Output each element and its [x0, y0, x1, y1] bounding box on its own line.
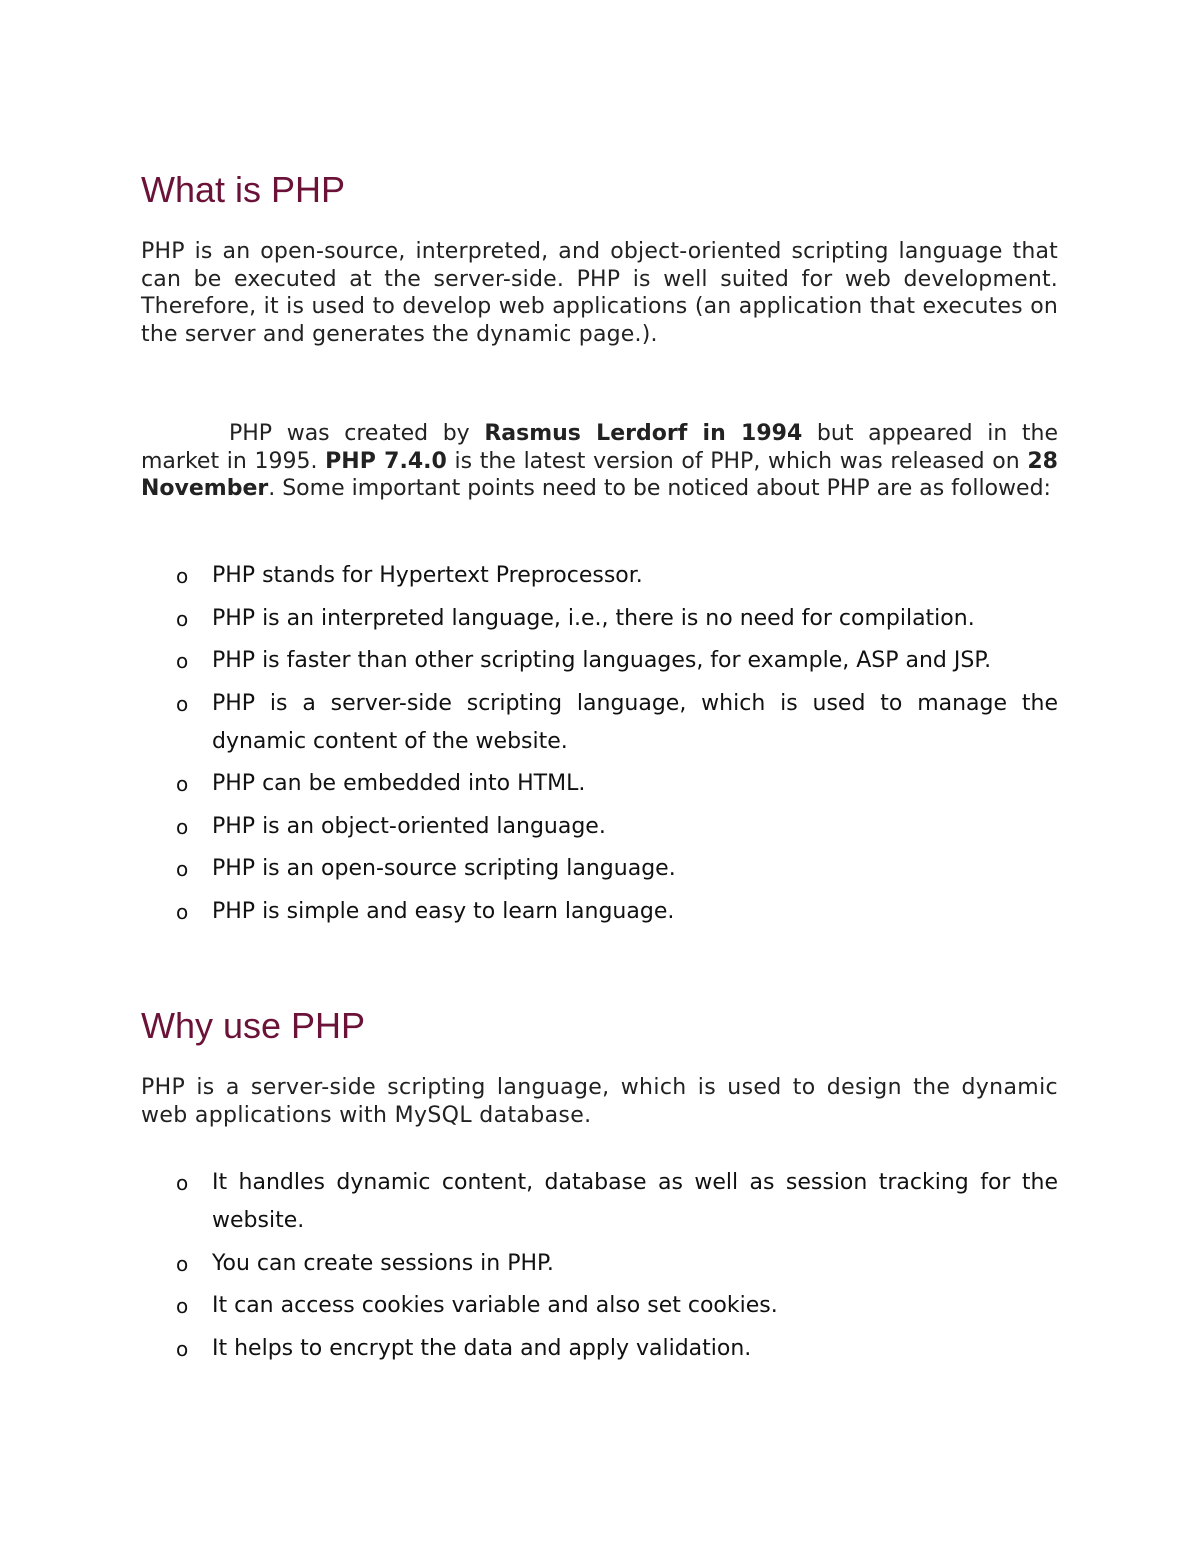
list-item-text: PHP is an open-source scripting language. [212, 856, 676, 881]
list-item [141, 1245, 1058, 1283]
hollow-circle-bullet-icon: o [176, 606, 189, 631]
list-item-text: PHP is a server-side scripting language, which is used to manage the dynamic content of the website. [212, 690, 1058, 754]
hollow-circle-bullet-icon: o [176, 814, 189, 839]
list-item [141, 1164, 1058, 1240]
list-item-text: PHP is faster than other scripting languages, for example, ASP and JSP. [212, 648, 992, 673]
history-text-4: . Some important points need to be noticed about PHP are as followed: [268, 476, 1051, 501]
hollow-circle-bullet-icon: o [176, 1251, 189, 1276]
list-item [141, 600, 1058, 638]
list-item [141, 1330, 1058, 1368]
history-text-1: PHP was created by [229, 421, 485, 446]
list-item [141, 685, 1058, 761]
list-item [141, 1287, 1058, 1325]
list-item [141, 765, 1058, 803]
list-item [141, 850, 1058, 888]
history-bold-version: PHP 7.4.0 [325, 448, 447, 474]
list-item [141, 893, 1058, 931]
hollow-circle-bullet-icon: o [176, 899, 189, 924]
hollow-circle-bullet-icon: o [176, 1294, 189, 1318]
hollow-circle-bullet-icon: o [176, 857, 189, 881]
hollow-circle-bullet-icon: o [176, 691, 189, 716]
history-text-2: but appeared in the market in 1995. [141, 421, 1059, 474]
php-uses-list [141, 1164, 1058, 1372]
hollow-circle-bullet-icon: o [176, 649, 189, 673]
list-item-text: PHP is an interpreted language, i.e., there is no need for compilation. [212, 605, 975, 631]
hollow-circle-bullet-icon: o [176, 1171, 189, 1195]
history-paragraph [141, 420, 1058, 503]
list-item-text: PHP is an object-oriented language. [212, 813, 606, 839]
list-item-text: It can access cookies variable and also set cookies. [212, 1293, 778, 1318]
list-item-text: You can create sessions in PHP. [212, 1250, 554, 1276]
list-item-text: It handles dynamic content, database as well as session tracking for the website. [212, 1170, 1058, 1233]
history-text-3: is the latest version of PHP, which was released on [446, 448, 1028, 474]
list-item [141, 557, 1058, 595]
list-item [141, 642, 1058, 680]
intro-paragraph: PHP is an open-source, interpreted, and object-oriented scripting language that can be executed at the server-side. PHP is well suited for web development. Therefore, it is used to develop web applications (an application that executes on the server and generates the dynamic page.). [141, 239, 1058, 347]
hollow-circle-bullet-icon: o [176, 1336, 189, 1361]
list-item-text: PHP stands for Hypertext Preprocessor. [212, 563, 643, 588]
hollow-circle-bullet-icon: o [176, 564, 189, 588]
hollow-circle-bullet-icon: o [176, 772, 189, 796]
list-item-text: PHP can be embedded into HTML. [212, 771, 586, 796]
history-bold-date: 28 November [141, 448, 1058, 501]
list-item [141, 808, 1058, 846]
history-bold-creator: Rasmus Lerdorf in 1994 [484, 421, 803, 446]
list-item-text: It helps to encrypt the data and apply validation. [212, 1335, 752, 1361]
section-heading-why-use-php: Why use PHP [141, 1005, 366, 1046]
php-features-list [141, 557, 1058, 935]
why-intro-paragraph: PHP is a server-side scripting language, which is used to design the dynamic web applications with MySQL database. [141, 1075, 1058, 1128]
list-item-text: PHP is simple and easy to learn language. [212, 898, 675, 924]
section-heading-what-is-php: What is PHP [141, 169, 346, 210]
